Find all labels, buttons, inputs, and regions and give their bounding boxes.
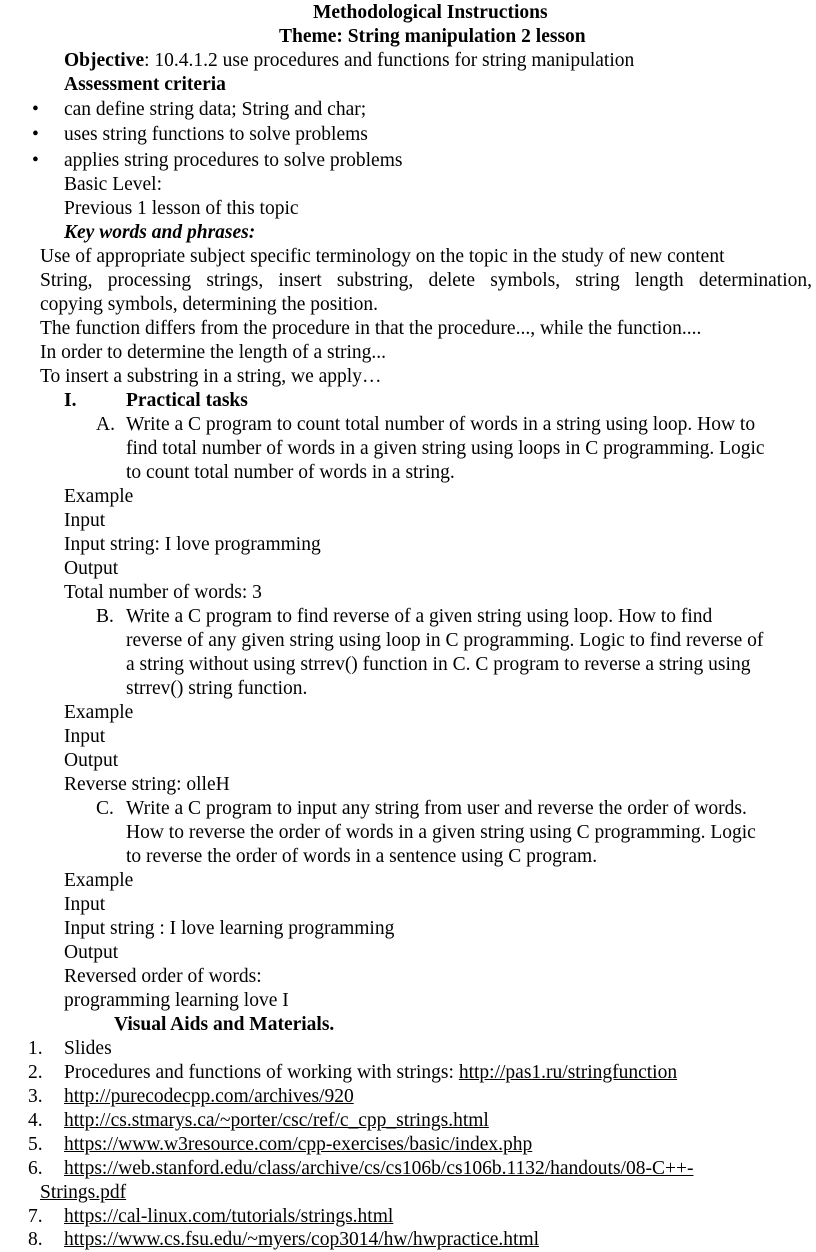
bullet-item: uses string functions to solve problems <box>64 124 368 145</box>
bullet-glyph: • <box>32 124 39 145</box>
output-label: Output <box>64 750 119 771</box>
kw-line: copying symbols, determining the position. <box>40 294 378 315</box>
task-b-line: a string without using strrev() function in C. C program to reverse a string using <box>126 654 751 675</box>
theme-line <box>279 25 586 49</box>
kw-line: The function differs from the procedure in that the procedure..., while the function.... <box>40 318 702 339</box>
task-a-marker: A. <box>96 414 115 435</box>
ref-item <box>64 1061 677 1085</box>
example-label: Example <box>64 486 134 507</box>
ref-link-continuation[interactable]: Strings.pdf <box>40 1182 127 1203</box>
task-c-line: How to reverse the order of words in a given string using C programming. Logic <box>126 822 756 843</box>
objective-label: Objective <box>64 50 145 71</box>
ref-link[interactable]: https://www.cs.fsu.edu/~myers/cop3014/hw/hwpractice.html <box>64 1229 540 1250</box>
ref-number: 7. <box>28 1206 43 1227</box>
task-a-line: find total number of words in a given string using loops in C programming. Logic <box>126 438 765 459</box>
bullet-glyph: • <box>32 99 39 120</box>
input-value: Input string: I love programming <box>64 534 321 555</box>
assessment-heading: Assessment criteria <box>64 74 226 95</box>
input-label: Input <box>64 726 106 747</box>
ref-text: Procedures and functions of working with strings: <box>64 1062 459 1083</box>
visual-aids-heading: Visual Aids and Materials. <box>114 1014 335 1035</box>
objective-line <box>64 49 634 73</box>
input-label: Input <box>64 894 106 915</box>
ref-number: 5. <box>28 1134 43 1155</box>
task-c-line: to reverse the order of words in a sentence using C program. <box>126 846 598 867</box>
ref-link[interactable]: https://cal-linux.com/tutorials/strings.html <box>64 1206 394 1227</box>
output-label: Output <box>64 558 119 579</box>
bullet-glyph: • <box>32 150 39 171</box>
ref-number: 1. <box>28 1038 43 1059</box>
ref-link[interactable]: https://web.stanford.edu/class/archive/cs/cs106b/cs106b.1132/handouts/08-C++- <box>64 1158 694 1179</box>
ref-number: 8. <box>28 1229 43 1250</box>
output-value: Total number of words: 3 <box>64 582 262 603</box>
objective-value: : 10.4.1.2 use procedures and functions for string manipulation <box>144 50 635 71</box>
kw-line: To insert a substring in a string, we apply… <box>40 366 382 387</box>
output-value: programming learning love I <box>64 990 289 1011</box>
task-b-marker: B. <box>96 606 114 627</box>
input-value: Input string : I love learning programming <box>64 918 395 939</box>
kw-line: String, processing strings, insert substring, delete symbols, string length determination, <box>40 270 812 291</box>
task-b-line: reverse of any given string using loop in C programming. Logic to find reverse of <box>126 630 764 651</box>
input-label: Input <box>64 510 106 531</box>
ref-number: 4. <box>28 1110 43 1131</box>
keywords-heading: Key words and phrases: <box>64 222 256 243</box>
output-value: Reversed order of words: <box>64 966 262 987</box>
ref-link[interactable]: http://cs.stmarys.ca/~porter/csc/ref/c_cpp_strings.html <box>64 1110 489 1131</box>
ref-link[interactable]: https://www.w3resource.com/cpp-exercises/basic/index.php <box>64 1134 533 1155</box>
section-title: Practical tasks <box>126 390 248 411</box>
output-label: Output <box>64 942 119 963</box>
theme-value: : String manipulation 2 lesson <box>336 26 586 47</box>
ref-number: 3. <box>28 1086 43 1107</box>
task-b-line: Write a C program to find reverse of a given string using loop. How to find <box>126 606 713 627</box>
theme-label: Theme <box>279 26 337 47</box>
section-number: I. <box>64 390 77 411</box>
example-label: Example <box>64 702 134 723</box>
ref-number: 6. <box>28 1158 43 1179</box>
document-title: Methodological Instructions <box>313 2 548 23</box>
task-a-line: Write a C program to count total number of words in a string using loop. How to <box>126 414 756 435</box>
bullet-item: can define string data; String and char; <box>64 99 367 120</box>
previous-lesson: Previous 1 lesson of this topic <box>64 198 299 219</box>
kw-line: In order to determine the length of a string... <box>40 342 387 363</box>
example-label: Example <box>64 870 134 891</box>
bullet-item: applies string procedures to solve problems <box>64 150 403 171</box>
task-c-line: Write a C program to input any string from user and reverse the order of words. <box>126 798 747 819</box>
ref-text: Slides <box>64 1038 112 1059</box>
kw-line: Use of appropriate subject specific terminology on the topic in the study of new content <box>40 246 725 267</box>
output-value: Reverse string: olleH <box>64 774 230 795</box>
task-b-line: strrev() string function. <box>126 678 308 699</box>
ref-link[interactable]: http://pas1.ru/stringfunction <box>458 1062 678 1083</box>
ref-number: 2. <box>28 1062 43 1083</box>
task-a-line: to count total number of words in a string. <box>126 462 455 483</box>
basic-level: Basic Level: <box>64 174 163 195</box>
task-c-marker: C. <box>96 798 114 819</box>
ref-link[interactable]: http://purecodecpp.com/archives/920 <box>64 1086 354 1107</box>
